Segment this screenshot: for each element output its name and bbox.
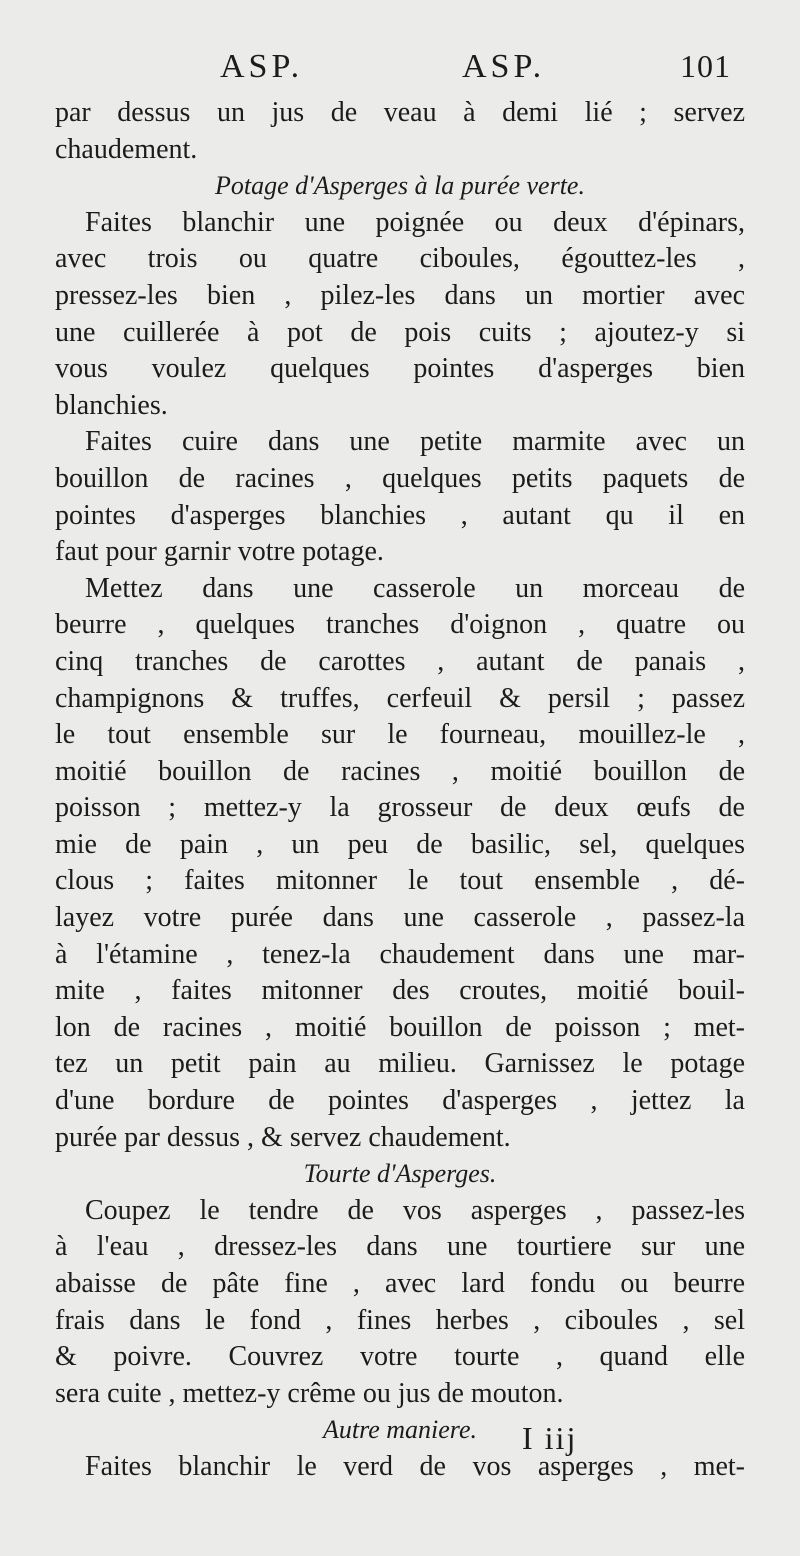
text-line: cinq tranches de carottes , autant de panais , [55, 645, 745, 677]
text-line: d'une bordure de pointes d'asperges , jettez la [55, 1085, 745, 1117]
running-head-left: ASP. [220, 48, 304, 85]
text-line: faut pour garnir votre potage. [55, 536, 384, 568]
text-line: moitié bouillon de racines , moitié bouillon de [55, 755, 745, 787]
text-line: Faites blanchir une poignée ou deux d'épinars, [85, 206, 745, 238]
text-line: par dessus un jus de veau à demi lié ; servez [55, 97, 745, 128]
text-line: purée par dessus , & servez chaudement. [55, 1121, 511, 1153]
text-line: avec trois ou quatre ciboules, égouttez-les , [55, 243, 745, 275]
text-line: sera cuite , mettez-y crême ou jus de mouton. [55, 1377, 564, 1409]
text-line: pointes d'asperges blanchies , autant qu il en [55, 499, 745, 531]
text-line: lon de racines , moitié bouillon de poisson ; met- [55, 1011, 745, 1043]
text-line: le tout ensemble sur le fourneau, mouillez-le , [55, 719, 745, 751]
section-heading: Tourte d'Asperges. [303, 1159, 497, 1189]
text-line: Mettez dans une casserole un morceau de [85, 572, 745, 604]
text-line: Faites blanchir le verd de vos asperges , met- [85, 1450, 745, 1482]
text-line: Coupez le tendre de vos asperges , passez-les [85, 1194, 745, 1226]
text-line: blanchies. [55, 389, 168, 421]
text-line: clous ; faites mitonner le tout ensemble , dé- [55, 865, 745, 897]
section-heading: Potage d'Asperges à la purée verte. [215, 171, 585, 201]
text-line: beurre , quelques tranches d'oignon , quatre ou [55, 609, 745, 641]
text-line: vous voulez quelques pointes d'asperges bien [55, 353, 745, 385]
text-line: abaisse de pâte fine , avec lard fondu ou beurre [55, 1268, 745, 1299]
page-number: 101 [680, 48, 731, 84]
body-text [55, 95, 745, 1486]
text-line: pressez-les bien , pilez-les dans un mortier avec [55, 279, 745, 311]
text-line: à l'eau , dressez-les dans une tourtiere sur une [55, 1231, 745, 1263]
text-line: poisson ; mettez-y la grosseur de deux œufs de [55, 792, 745, 824]
text-line: chaudement. [55, 133, 198, 165]
text-line: à l'étamine , tenez-la chaudement dans une mar- [55, 938, 745, 970]
section-heading: Autre maniere. [322, 1415, 478, 1445]
text-line: Faites cuire dans une petite marmite avec un [85, 426, 745, 458]
text-line: champignons & truffes, cerfeuil & persil ; passez [55, 682, 745, 714]
signature-mark: I iij [522, 1420, 578, 1456]
running-head [0, 48, 800, 88]
text-line: tez un petit pain au milieu. Garnissez le potage [55, 1048, 745, 1080]
text-line: frais dans le fond , fines herbes , ciboules , sel [55, 1304, 745, 1336]
running-head-center: ASP. [462, 48, 546, 85]
text-line: bouillon de racines , quelques petits paquets de [55, 462, 745, 494]
text-line: layez votre purée dans une casserole , passez-la [55, 902, 745, 934]
text-line: & poivre. Couvrez votre tourte , quand elle [55, 1341, 745, 1373]
text-line: une cuillerée à pot de pois cuits ; ajoutez-y si [55, 316, 745, 348]
text-line: mite , faites mitonner des croutes, moitié bouil- [55, 975, 745, 1007]
text-line: mie de pain , un peu de basilic, sel, quelques [55, 828, 745, 860]
